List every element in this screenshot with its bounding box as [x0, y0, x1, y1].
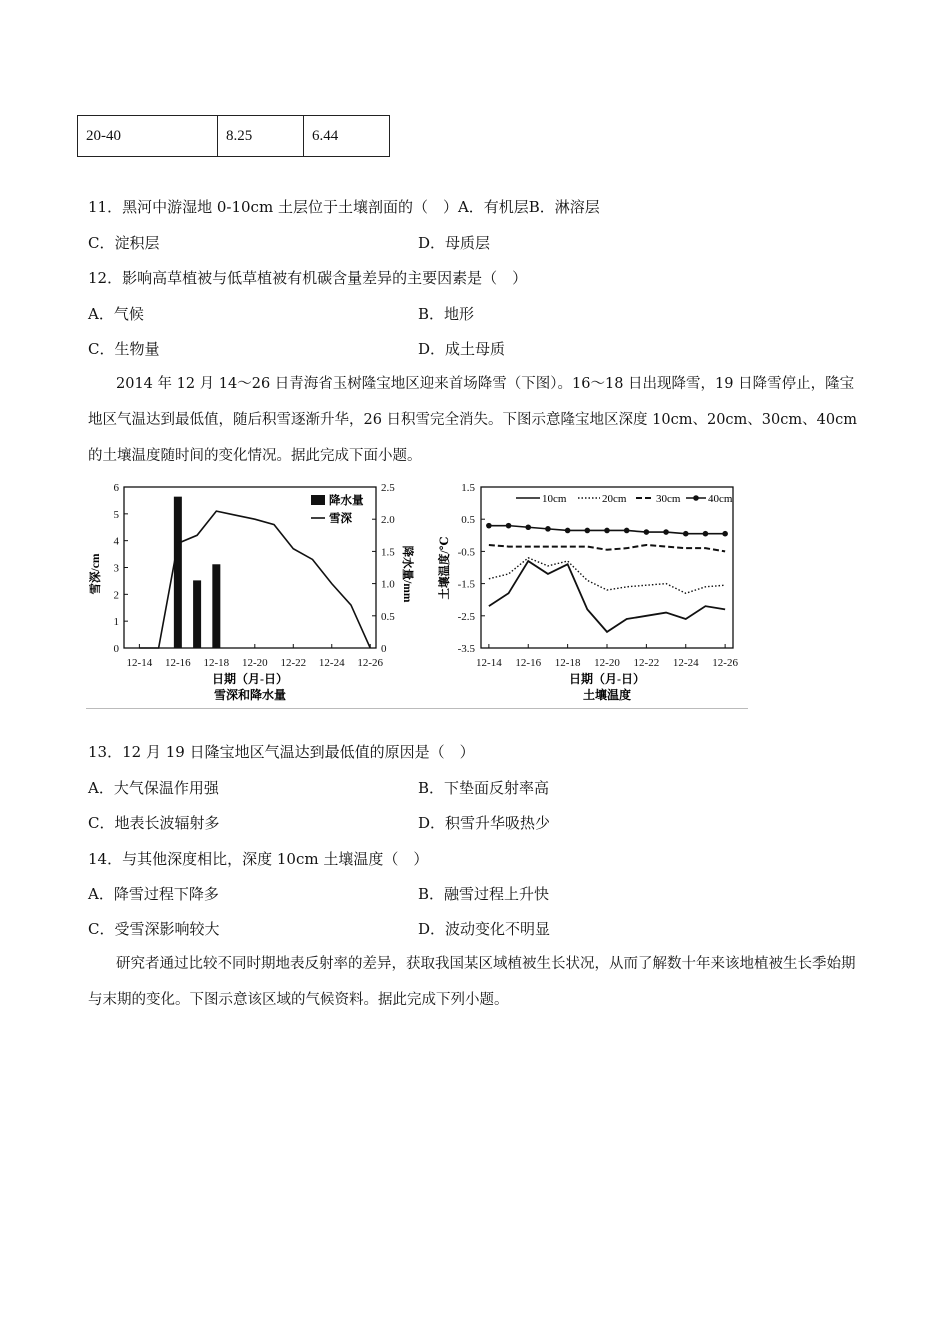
x-tick-label: 12-16: [165, 657, 191, 669]
point-40cm: [506, 523, 512, 529]
y-tick-label-left: 0: [113, 643, 119, 655]
q11-option-d: D．母质层: [418, 234, 491, 252]
q12-option-a: A．气候: [88, 305, 144, 323]
x-tick-label: 12-20: [241, 657, 268, 669]
x-tick-label: 12-16: [515, 657, 542, 669]
x-tick-label: 12-18: [203, 657, 230, 669]
chart-title: 雪深和降水量: [213, 688, 287, 702]
q12-stem: 12．影响高草植被与低草植被有机碳含量差异的主要因素是（ ）: [88, 269, 528, 287]
point-40cm: [722, 531, 728, 537]
y-tick-label: -1.5: [457, 578, 475, 591]
bar-precip-16: [174, 497, 182, 648]
x-tick-label: 12-26: [357, 657, 384, 669]
y-tick-label-right: 2.5: [381, 482, 395, 494]
series-20cm: [489, 558, 725, 593]
y-tick-label: -2.5: [457, 610, 475, 623]
y-tick-label-left: 6: [113, 482, 119, 494]
figure: [86, 478, 748, 709]
point-40cm: [486, 523, 492, 529]
point-40cm: [703, 531, 709, 537]
q11-stem: 11．黑河中游湿地 0-10cm 土层位于土壤剖面的（ ）A．有机层B．淋溶层: [88, 198, 600, 216]
legend-swatch-precip: [311, 495, 325, 505]
x-tick-label: 12-14: [126, 657, 153, 669]
point-40cm: [604, 528, 610, 534]
x-tick-label: 12-24: [318, 657, 345, 669]
bar-precip-17: [193, 580, 201, 648]
y-tick-label-right: 0: [381, 643, 387, 655]
point-40cm: [585, 528, 591, 534]
y-tick-label: -3.5: [457, 643, 475, 655]
q14-option-c: C．受雪深影响较大: [88, 920, 220, 938]
legend-precip: 降水量: [329, 495, 364, 507]
y-tick-label-right: 1.5: [381, 546, 395, 559]
table-cell: 20-40: [78, 116, 218, 157]
y-axis-label-left: 雪深/cm: [90, 553, 102, 595]
y-tick-label-right: 0.5: [381, 610, 395, 623]
table-row: [78, 116, 390, 157]
y-axis-label: 土壤温度/℃: [439, 536, 451, 600]
y-tick-label-left: 3: [113, 562, 119, 575]
x-tick-label: 12-20: [594, 657, 620, 669]
y-tick-label-left: 2: [113, 589, 119, 602]
q14-option-b: B．融雪过程上升快: [418, 885, 550, 903]
passage-vegetation: 研究者通过比较不同时期地表反射率的差异，获取我国某区域植被生长状况，从而了解数十年来该地植被生长季始期与末期的变化。下图示意该区域的气候资料。据此完成下列小题。: [88, 956, 856, 1008]
series-10cm: [489, 561, 725, 632]
legend-20cm: 20cm: [602, 493, 627, 505]
legend-30cm: 30cm: [656, 493, 681, 505]
x-tick-label: 12-18: [554, 657, 581, 669]
y-tick-label-left: 1: [113, 616, 119, 629]
q13-option-d: D．积雪升华吸热少: [418, 814, 551, 832]
plot-frame: [481, 487, 733, 648]
point-40cm: [525, 524, 531, 530]
q12-option-c: C．生物量: [88, 340, 160, 358]
x-tick-label: 12-14: [476, 657, 502, 669]
x-tick-label: 12-22: [280, 657, 307, 669]
y-tick-label-left: 5: [113, 508, 119, 521]
legend-40cm: 40cm: [708, 493, 733, 505]
q12-option-d: D．成土母质: [418, 340, 506, 358]
chart-title: 土壤温度: [582, 688, 632, 702]
point-40cm: [683, 531, 689, 537]
point-40cm: [663, 529, 669, 535]
q13-option-a: A．大气保温作用强: [88, 779, 219, 797]
chart-snow-precip: [86, 478, 413, 708]
legend-marker-40cm: [693, 495, 699, 501]
y-tick-label: -0.5: [457, 546, 475, 559]
x-tick-label: 12-26: [712, 657, 738, 669]
q14-option-d: D．波动变化不明显: [418, 920, 551, 938]
x-axis-label: 日期（月-日）: [569, 672, 645, 686]
q13-option-c: C．地表长波辐射多: [88, 814, 220, 832]
legend-snow: 雪深: [329, 513, 352, 525]
legend-10cm: 10cm: [542, 493, 567, 505]
q13-stem: 13．12 月 19 日隆宝地区气温达到最低值的原因是（ ）: [88, 743, 475, 761]
bar-precip-18: [212, 564, 220, 648]
y-tick-label-left: 4: [113, 535, 119, 548]
point-40cm: [565, 528, 571, 534]
y-tick-label: 0.5: [461, 514, 475, 527]
q14-option-a: A．降雪过程下降多: [88, 885, 219, 903]
y-axis-label-right: 降水量/mm: [401, 545, 413, 603]
y-tick-label-right: 1.0: [381, 578, 395, 591]
y-tick-label: 1.5: [461, 482, 475, 494]
point-40cm: [545, 526, 551, 532]
q14-stem: 14．与其他深度相比，深度 10cm 土壤温度（ ）: [88, 850, 429, 868]
point-40cm: [624, 528, 630, 534]
q11-option-c: C．淀积层: [88, 234, 160, 252]
y-tick-label-right: 2.0: [381, 514, 395, 527]
plot-frame: [124, 487, 376, 648]
series-30cm: [489, 545, 725, 551]
chart-soil-temp: [436, 478, 748, 708]
table-cell: 8.25: [218, 116, 304, 157]
passage-snow: 2014 年 12 月 14～26 日青海省玉树隆宝地区迎来首场降雪（下图）。16～18 日出现降雪，19 日降雪停止，隆宝地区气温达到最低值，随后积雪逐渐升华，26 日积雪完全消失。下图示意隆宝地区深度 10cm、20cm、30cm、40cm 的土壤温度随时间的变化情况。据此完成下面小题。: [88, 376, 857, 464]
point-40cm: [644, 529, 650, 535]
x-tick-label: 12-24: [672, 657, 699, 669]
table-cell: 6.44: [304, 116, 390, 157]
data-table: [77, 115, 390, 157]
q13-option-b: B．下垫面反射率高: [418, 779, 550, 797]
q12-option-b: B．地形: [418, 305, 475, 323]
x-tick-label: 12-22: [633, 657, 660, 669]
x-axis-label: 日期（月-日）: [212, 672, 288, 686]
